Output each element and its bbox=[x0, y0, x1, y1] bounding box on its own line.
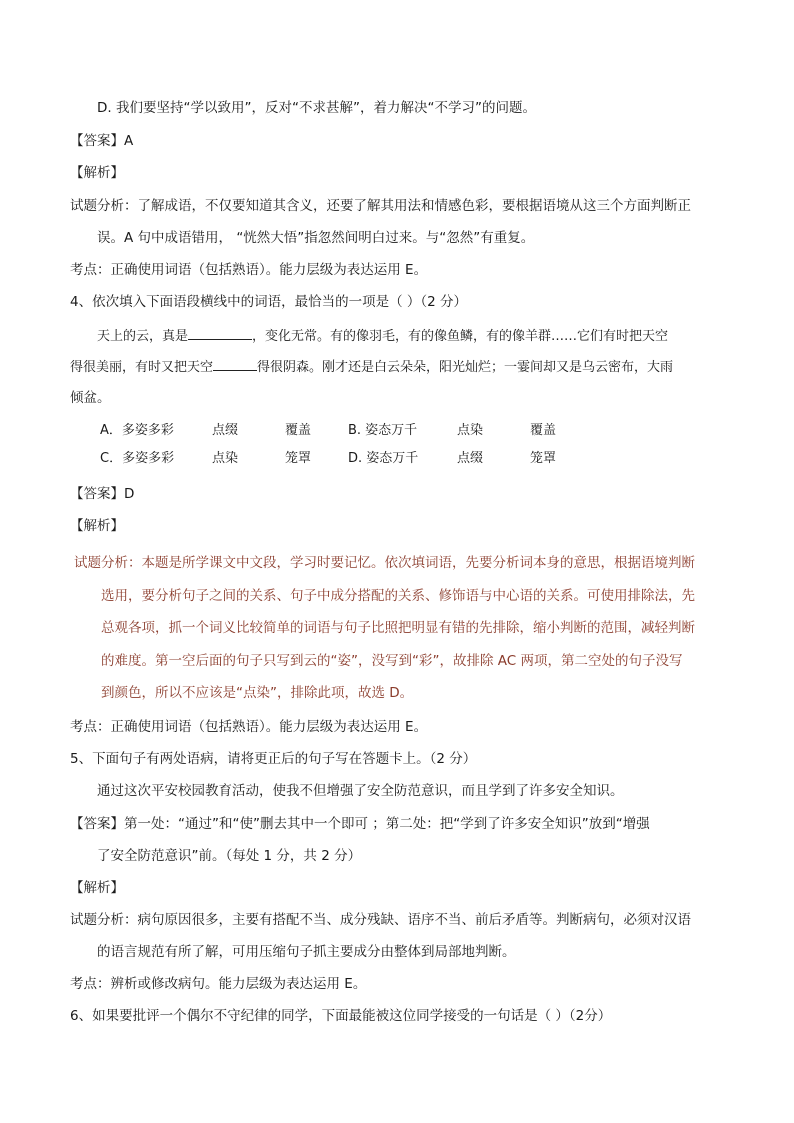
q4-passage-text: 天上的云，真是 bbox=[97, 329, 189, 344]
q4-option-c-word-3: 笼罩 bbox=[285, 451, 312, 466]
q4-analysis-line-5: 到颜色，所以不应该是“点染”，排除此项，故选 D。 bbox=[101, 685, 414, 701]
q4-passage-line-3: 倾盆。 bbox=[70, 390, 111, 406]
q4-passage-text: ，变化无常。有的像羽毛，有的像鱼鳞，有的像羊群……它们有时把天空 bbox=[252, 329, 669, 344]
q5-answer-line-1: 【答案】第一处：“通过”和“使”删去其中一个即可 ；第二处：把“学到了许多安全知识”放到“增强 bbox=[70, 816, 650, 832]
q4-option-a: A．多姿多彩 bbox=[100, 423, 174, 438]
q5-analysis-line-1: 试题分析：病句原因很多，主要有搭配不当、成分残缺、语序不当、前后矛盾等。判断病句，必须对汉语 bbox=[70, 912, 691, 928]
q5-stem: 5、下面句子有两处语病，请将更正后的句子写在答题卡上。（2 分） bbox=[70, 751, 477, 767]
q4-option-d-word-3: 笼罩 bbox=[530, 451, 557, 466]
q5-analysis-heading: 【解析】 bbox=[70, 880, 124, 896]
q4-analysis-line-2: 选用，要分析句子之间的关系、句子中成分搭配的关系、修饰语与中心语的关系。可使用排除法，先 bbox=[101, 588, 695, 604]
q4-stem: 4、依次填入下面语段横线中的词语，最恰当的一项是（ ）（2 分） bbox=[70, 294, 468, 310]
q3-answer: 【答案】A bbox=[70, 133, 134, 149]
q4-option-a-word-2: 点缀 bbox=[212, 423, 239, 438]
q4-passage-line-1 bbox=[97, 325, 668, 347]
q4-option-a-word-3: 覆盖 bbox=[285, 423, 312, 438]
q4-passage-line-2 bbox=[70, 356, 673, 378]
q3-analysis-line-1: 试题分析：了解成语，不仅要知道其含义，还要了解其用法和情感色彩，要根据语境从这三个方面判断正 bbox=[70, 198, 691, 214]
q3-analysis-line-2: 误。A 句中成语错用， “恍然大悟”指忽然间明白过来。与“忽然”有重复。 bbox=[97, 230, 535, 246]
q3-analysis-heading: 【解析】 bbox=[70, 165, 124, 181]
q6-stem: 6、如果要批评一个偶尔不守纪律的同学，下面最能被这位同学接受的一句话是（ ）（2分） bbox=[70, 1008, 612, 1024]
q5-analysis-line-2: 的语言规范有所了解，可用压缩句子抓主要成分由整体到局部地判断。 bbox=[97, 944, 516, 960]
q4-passage-text: 得很美丽，有时又把天空 bbox=[70, 360, 214, 375]
q4-option-c-word-2: 点染 bbox=[212, 451, 239, 466]
q4-option-b-word-3: 覆盖 bbox=[530, 423, 557, 438]
q4-analysis-line-3: 总观各项，抓一个词义比较简单的词语与句子比照把明显有错的先排除，缩小判断的范围，减轻判断 bbox=[101, 620, 695, 636]
q4-option-c: C．多姿多彩 bbox=[100, 451, 175, 466]
q4-analysis-line-4: 的难度。第一空后面的句子只写到云的“姿”，没写到“彩”，故排除 AC 两项，第二空处的句子没写 bbox=[101, 653, 683, 669]
q4-kaodian: 考点：正确使用词语（包括熟语）。能力层级为表达运用 E。 bbox=[70, 719, 428, 735]
q4-analysis-line-1: 试题分析：本题是所学课文中文段，学习时要记忆。依次填词语，先要分析词本身的意思，根据语境判断 bbox=[74, 555, 695, 571]
q4-passage-text: 得很阴森。刚才还是白云朵朵，阳光灿烂；一霎间却又是乌云密布，大雨 bbox=[257, 360, 674, 375]
q4-option-b: B. 姿态万千 bbox=[348, 423, 418, 438]
q4-option-d: D. 姿态万千 bbox=[348, 451, 419, 466]
q4-option-d-word-2: 点缀 bbox=[457, 451, 484, 466]
fill-blank-1 bbox=[188, 325, 252, 340]
q4-analysis-heading: 【解析】 bbox=[70, 518, 124, 534]
q3-kaodian: 考点：正确使用词语（包括熟语）。能力层级为表达运用 E。 bbox=[70, 262, 428, 278]
q5-kaodian: 考点：辨析或修改病句。能力层级为表达运用 E。 bbox=[70, 976, 367, 992]
q4-option-b-word-2: 点染 bbox=[457, 423, 484, 438]
q5-sentence: 通过这次平安校园教育活动，使我不但增强了安全防范意识，而且学到了许多安全知识。 bbox=[97, 783, 624, 799]
fill-blank-2 bbox=[213, 356, 257, 371]
q3-option-d: D. 我们要坚持“学以致用”，反对“不求甚解”，着力解决“不学习”的问题。 bbox=[97, 100, 536, 116]
q4-answer: 【答案】D bbox=[70, 486, 135, 502]
q5-answer-line-2: 了安全防范意识”前。（每处 1 分，共 2 分） bbox=[97, 848, 362, 864]
